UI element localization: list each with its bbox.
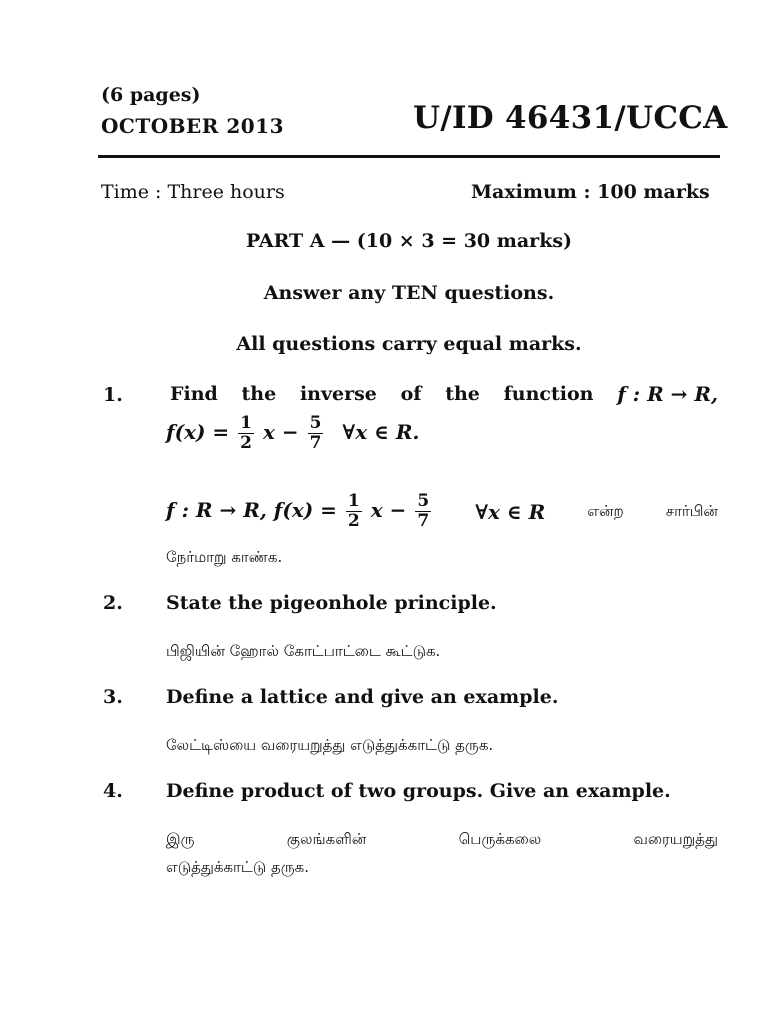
page-count: (6 pages) <box>101 84 201 106</box>
exam-time: Time : Three hours <box>101 181 285 203</box>
question-2-english: State the pigeonhole principle. <box>166 592 497 614</box>
fraction-denominator: 2 <box>240 433 252 453</box>
fraction-numerator: 1 <box>347 491 360 511</box>
fraction-numerator: 5 <box>309 413 322 433</box>
formula-tail: ∀x ∈ R. <box>342 420 420 444</box>
q1-word: inverse <box>299 383 377 405</box>
tamil-word: பெருக்கலை <box>458 830 542 848</box>
question-1-formula <box>166 414 419 453</box>
question-2-tamil: பிஜியின் ஹோல் கோட்பாட்டை கூட்டுக. <box>166 642 441 660</box>
formula-x: x − <box>370 498 407 522</box>
formula-x: x − <box>262 420 299 444</box>
question-4-tamil-line-1 <box>166 830 718 850</box>
header-divider <box>98 155 720 158</box>
fraction-numerator: 1 <box>240 413 252 433</box>
question-4-tamil-line-2: எடுத்துக்காட்டு தருக. <box>166 858 310 876</box>
formula-lhs: f : R → R, f(x) = <box>166 498 337 522</box>
fraction-denominator: 2 <box>347 511 360 531</box>
tamil-word: வரையறுத்து <box>633 830 718 848</box>
tamil-word: சார்பின் <box>665 501 718 520</box>
tamil-word: குலங்களின் <box>286 830 367 848</box>
question-number: 2. <box>103 592 123 614</box>
fraction-one-half <box>346 492 362 531</box>
q1-word: of <box>400 383 422 405</box>
instruction-answer: Answer any TEN questions. <box>263 282 555 304</box>
question-number: 3. <box>103 686 123 708</box>
tamil-word: என்ற <box>587 501 624 520</box>
question-1-tamil-line-1 <box>166 492 718 531</box>
question-1-tamil-line-2: நேர்மாறு காண்க. <box>166 548 283 566</box>
fraction-five-sevenths <box>308 414 324 453</box>
question-3-tamil: லேட்டிஸ்யை வரையறுத்து எடுத்துக்காட்டு தருக. <box>166 736 494 754</box>
question-1-line-1 <box>170 382 718 406</box>
fraction-denominator: 7 <box>417 511 430 531</box>
question-3-english: Define a lattice and give an example. <box>166 686 559 708</box>
q1-word: function <box>503 383 594 405</box>
part-title: PART A — (10 × 3 = 30 marks) <box>245 230 573 252</box>
formula-lhs: f(x) = <box>166 420 230 444</box>
exam-month-year: OCTOBER 2013 <box>101 114 285 138</box>
fraction-denominator: 7 <box>309 433 322 453</box>
fraction-one-half <box>238 414 254 453</box>
tamil-word: இரு <box>166 830 195 848</box>
instruction-marks: All questions carry equal marks. <box>236 333 582 355</box>
q1-map: f : R → R, <box>617 382 718 406</box>
question-4-english: Define product of two groups. Give an example. <box>166 780 671 802</box>
question-number: 4. <box>103 780 123 802</box>
fraction-numerator: 5 <box>417 491 430 511</box>
question-number: 1. <box>103 384 123 406</box>
fraction-five-sevenths <box>415 492 431 531</box>
paper-code: U/ID 46431/UCCA <box>413 100 728 136</box>
formula-forall: ∀x ∈ R <box>475 499 546 524</box>
exam-max-marks: Maximum : 100 marks <box>471 181 710 203</box>
tamil-formula <box>166 492 433 531</box>
q1-word: Find <box>170 383 218 405</box>
q1-word: the <box>445 383 480 405</box>
q1-word: the <box>241 383 277 405</box>
